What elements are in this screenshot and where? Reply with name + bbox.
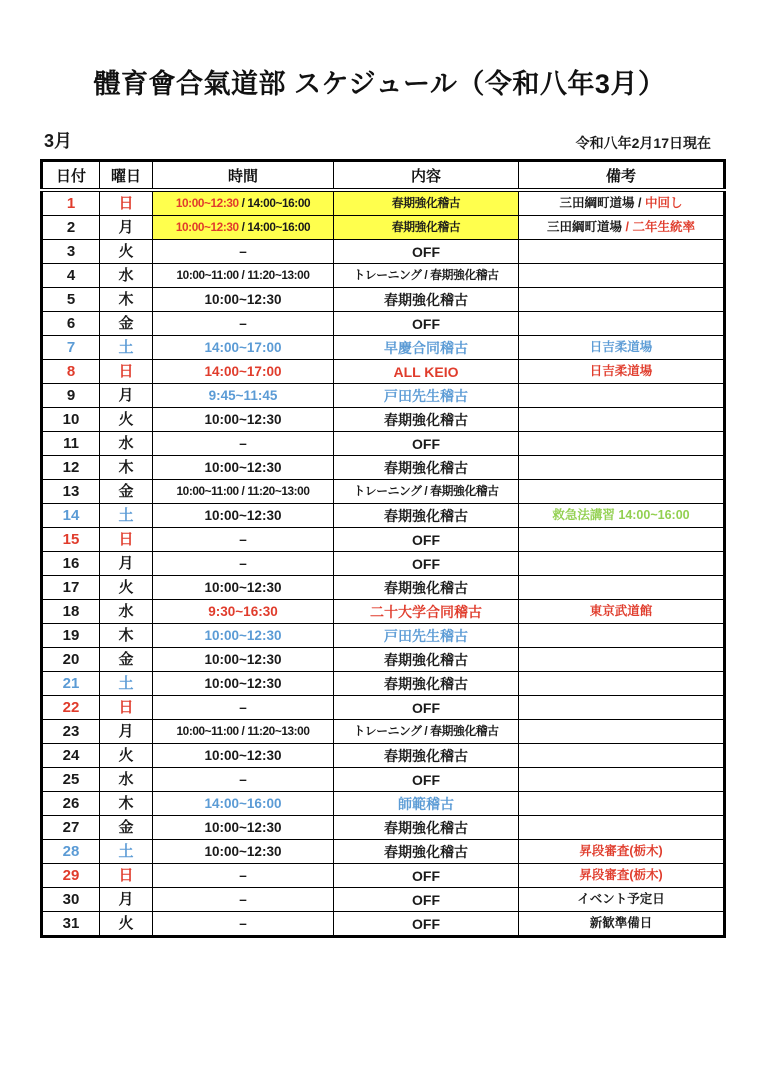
day-cell: 金 [100,648,153,672]
content-cell [334,912,519,937]
text-segment: – [239,771,247,787]
header-date: 日付 [42,161,100,191]
day-cell: 火 [100,240,153,264]
text-segment: 春期強化稽古 [391,219,461,234]
text-segment: 日吉柔道場 [589,340,653,355]
page-title: 體育會合氣道部 スケジュール（令和八年3月） [93,69,666,99]
date-cell: 30 [42,888,100,912]
date-cell: 29 [42,864,100,888]
remark-cell [519,456,725,480]
content-cell [334,696,519,720]
date-cell: 20 [42,648,100,672]
day-cell: 火 [100,744,153,768]
time-cell [153,384,334,408]
day-cell: 金 [100,816,153,840]
date-cell: 7 [42,336,100,360]
header-row [42,161,725,191]
date-cell: 13 [42,480,100,504]
remark-cell [519,384,725,408]
table-row [42,840,725,864]
text-segment: 早慶合同稽古 [384,339,468,356]
table-row [42,648,725,672]
table-row [42,216,725,240]
remark-cell [519,408,725,432]
text-segment: 春期強化稽古 [384,819,468,836]
table-row [42,432,725,456]
text-segment: / 二年生統率 [622,220,695,235]
day-cell: 金 [100,312,153,336]
text-segment: 14:00~16:00 [204,795,282,811]
table-row [42,672,725,696]
time-cell [153,912,334,937]
text-segment: 二十大学合同稽古 [370,603,482,620]
text-segment: 9:30~16:30 [208,603,278,619]
content-cell [334,288,519,312]
remark-cell [519,672,725,696]
content-cell [334,408,519,432]
text-segment: OFF [412,891,440,908]
text-segment: 救急法講習 14:00~16:00 [552,508,690,523]
day-cell: 火 [100,408,153,432]
time-cell [153,600,334,624]
text-segment: 三田綱町道場 [547,220,623,235]
time-cell [153,216,334,240]
text-segment: トレーニング / 春期強化稽古 [353,267,499,282]
remark-cell [519,288,725,312]
time-cell [153,408,334,432]
text-segment: ALL KEIO [393,363,459,380]
date-cell: 2 [42,216,100,240]
text-segment: 10:00~11:00 / 11:20~13:00 [176,267,310,282]
text-segment: 春期強化稽古 [384,843,468,860]
remark-cell [519,312,725,336]
text-segment: 10:00~12:30 [204,627,282,643]
date-cell: 31 [42,912,100,937]
content-cell [334,864,519,888]
day-cell: 日 [100,696,153,720]
time-cell [153,744,334,768]
month-label: 3月 [44,131,73,151]
text-segment: 10:00~12:30 [175,195,239,210]
content-cell [334,240,519,264]
text-segment: 戸田先生稽古 [384,387,468,404]
text-segment: – [239,699,247,715]
day-cell: 木 [100,288,153,312]
day-cell: 月 [100,720,153,744]
text-segment: 師範稽古 [398,795,454,812]
remark-cell [519,190,725,216]
content-cell [334,888,519,912]
table-row [42,190,725,216]
header-time: 時間 [153,161,334,191]
content-cell [334,504,519,528]
header-day: 曜日 [100,161,153,191]
day-cell: 日 [100,360,153,384]
table-row [42,720,725,744]
remark-cell [519,360,725,384]
remark-cell [519,336,725,360]
table-row [42,624,725,648]
content-cell [334,600,519,624]
text-segment: OFF [412,867,440,884]
table-row [42,696,725,720]
day-cell: 日 [100,528,153,552]
time-cell [153,432,334,456]
time-cell [153,696,334,720]
time-cell [153,768,334,792]
date-cell: 25 [42,768,100,792]
date-cell: 28 [42,840,100,864]
day-cell: 土 [100,840,153,864]
meta-row [44,127,711,153]
text-segment: トレーニング / 春期強化稽古 [353,483,499,498]
date-cell: 1 [42,190,100,216]
table-row [42,360,725,384]
text-segment: 三田綱町道場 / [559,196,645,211]
remark-cell [519,480,725,504]
day-cell: 水 [100,600,153,624]
time-cell [153,624,334,648]
schedule-table [40,159,726,938]
text-segment: 春期強化稽古 [391,195,461,210]
text-segment: 春期強化稽古 [384,459,468,476]
time-cell [153,720,334,744]
text-segment: – [239,867,247,883]
date-cell: 17 [42,576,100,600]
text-segment: OFF [412,435,440,452]
table-row [42,744,725,768]
day-cell: 水 [100,768,153,792]
date-cell: 18 [42,600,100,624]
text-segment: – [239,315,247,331]
table-row [42,600,725,624]
time-cell [153,864,334,888]
date-cell: 14 [42,504,100,528]
time-cell [153,264,334,288]
date-cell: 22 [42,696,100,720]
text-segment: 日吉柔道場 [589,364,653,379]
date-cell: 3 [42,240,100,264]
remark-cell [519,624,725,648]
day-cell: 土 [100,504,153,528]
text-segment: トレーニング / 春期強化稽古 [353,723,499,738]
text-segment: 春期強化稽古 [384,747,468,764]
content-cell [334,432,519,456]
day-cell: 木 [100,624,153,648]
content-cell [334,264,519,288]
content-cell [334,744,519,768]
day-cell: 月 [100,552,153,576]
text-segment: 10:00~12:30 [204,459,282,475]
date-cell: 26 [42,792,100,816]
remark-cell [519,768,725,792]
time-cell [153,816,334,840]
content-cell [334,552,519,576]
day-cell: 水 [100,264,153,288]
remark-cell [519,264,725,288]
text-segment: 10:00~11:00 / 11:20~13:00 [176,723,310,738]
table-row [42,408,725,432]
content-cell [334,768,519,792]
remark-cell [519,744,725,768]
header-content: 内容 [334,161,519,191]
content-cell [334,624,519,648]
time-cell [153,456,334,480]
table-row [42,888,725,912]
time-cell [153,288,334,312]
time-cell [153,552,334,576]
day-cell: 火 [100,912,153,937]
day-cell: 火 [100,576,153,600]
text-segment: – [239,555,247,571]
table-row [42,384,725,408]
text-segment: 春期強化稽古 [384,579,468,596]
date-cell: 23 [42,720,100,744]
remark-cell [519,720,725,744]
content-cell [334,336,519,360]
remark-cell [519,576,725,600]
content-cell [334,190,519,216]
date-cell: 12 [42,456,100,480]
date-cell: 24 [42,744,100,768]
day-cell: 土 [100,336,153,360]
text-segment: 春期強化稽古 [384,675,468,692]
table-row [42,792,725,816]
date-cell: 11 [42,432,100,456]
day-cell: 日 [100,190,153,216]
text-segment: 昇段審査(栃木) [579,844,663,859]
date-cell: 8 [42,360,100,384]
time-cell [153,840,334,864]
content-cell [334,720,519,744]
remark-cell [519,840,725,864]
day-cell: 木 [100,456,153,480]
table-row [42,912,725,937]
remark-cell [519,504,725,528]
day-cell: 月 [100,216,153,240]
schedule-table-body [42,190,725,937]
table-row [42,552,725,576]
text-segment: 中回し [644,196,683,211]
time-cell [153,480,334,504]
remark-cell [519,432,725,456]
content-cell [334,672,519,696]
table-row [42,240,725,264]
text-segment: 10:00~12:30 [204,411,282,427]
time-cell [153,648,334,672]
text-segment: 昇段審査(栃木) [579,868,663,883]
time-cell [153,336,334,360]
day-cell: 木 [100,792,153,816]
time-cell [153,312,334,336]
time-cell [153,190,334,216]
content-cell [334,816,519,840]
table-row [42,816,725,840]
day-cell: 水 [100,432,153,456]
time-cell [153,576,334,600]
date-cell: 16 [42,552,100,576]
content-cell [334,216,519,240]
text-segment: – [239,531,247,547]
text-segment: – [239,891,247,907]
text-segment: 春期強化稽古 [384,291,468,308]
text-segment: OFF [412,243,440,260]
content-cell [334,528,519,552]
content-cell [334,840,519,864]
text-segment: – [239,915,247,931]
date-cell: 27 [42,816,100,840]
text-segment: 10:00~12:30 [204,843,282,859]
as-of-date: 令和八年2月17日現在 [575,135,711,151]
remark-cell [519,792,725,816]
date-cell: 19 [42,624,100,648]
text-segment: 9:45~11:45 [208,387,278,403]
day-cell: 月 [100,888,153,912]
table-row [42,528,725,552]
remark-cell [519,864,725,888]
text-segment: 10:00~12:30 [204,651,282,667]
time-cell [153,528,334,552]
content-cell [334,312,519,336]
text-segment: OFF [412,699,440,716]
text-segment: 10:00~11:00 / 11:20~13:00 [176,483,310,498]
table-row [42,864,725,888]
text-segment: 10:00~12:30 [204,675,282,691]
text-segment: – [239,243,247,259]
header-remark: 備考 [519,161,725,191]
time-cell [153,888,334,912]
text-segment: / 14:00~16:00 [238,195,311,210]
text-segment: 10:00~12:30 [204,747,282,763]
text-segment: 春期強化稽古 [384,411,468,428]
text-segment: 10:00~12:30 [204,507,282,523]
remark-cell [519,696,725,720]
text-segment: 10:00~12:30 [175,219,239,234]
text-segment: OFF [412,531,440,548]
content-cell [334,792,519,816]
remark-cell [519,528,725,552]
content-cell [334,456,519,480]
day-cell: 土 [100,672,153,696]
text-segment: OFF [412,771,440,788]
text-segment: OFF [412,555,440,572]
date-cell: 4 [42,264,100,288]
table-row [42,576,725,600]
text-segment: 春期強化稽古 [384,651,468,668]
text-segment: 10:00~12:30 [204,291,282,307]
remark-cell [519,816,725,840]
remark-cell [519,216,725,240]
time-cell [153,504,334,528]
text-segment: – [239,435,247,451]
text-segment: / 14:00~16:00 [238,219,311,234]
day-cell: 日 [100,864,153,888]
text-segment: 東京武道館 [589,604,653,619]
table-row [42,336,725,360]
date-cell: 9 [42,384,100,408]
text-segment: イベント予定日 [577,892,665,907]
text-segment: OFF [412,315,440,332]
table-row [42,312,725,336]
remark-cell [519,912,725,937]
remark-cell [519,888,725,912]
remark-cell [519,600,725,624]
date-cell: 15 [42,528,100,552]
text-segment: 14:00~17:00 [204,363,282,379]
text-segment: 戸田先生稽古 [384,627,468,644]
content-cell [334,384,519,408]
date-cell: 21 [42,672,100,696]
text-segment: 春期強化稽古 [384,507,468,524]
text-segment: 新歓準備日 [589,916,653,931]
time-cell [153,360,334,384]
date-cell: 6 [42,312,100,336]
text-segment: 10:00~12:30 [204,579,282,595]
content-cell [334,480,519,504]
table-row [42,264,725,288]
time-cell [153,240,334,264]
table-row [42,768,725,792]
day-cell: 月 [100,384,153,408]
date-cell: 10 [42,408,100,432]
date-cell: 5 [42,288,100,312]
table-row [42,288,725,312]
day-cell: 金 [100,480,153,504]
remark-cell [519,648,725,672]
remark-cell [519,552,725,576]
table-row [42,504,725,528]
table-row [42,456,725,480]
time-cell [153,672,334,696]
content-cell [334,360,519,384]
table-row [42,480,725,504]
text-segment: 10:00~12:30 [204,819,282,835]
remark-cell [519,240,725,264]
content-cell [334,576,519,600]
content-cell [334,648,519,672]
time-cell [153,792,334,816]
text-segment: OFF [412,915,440,932]
text-segment: 14:00~17:00 [204,339,282,355]
